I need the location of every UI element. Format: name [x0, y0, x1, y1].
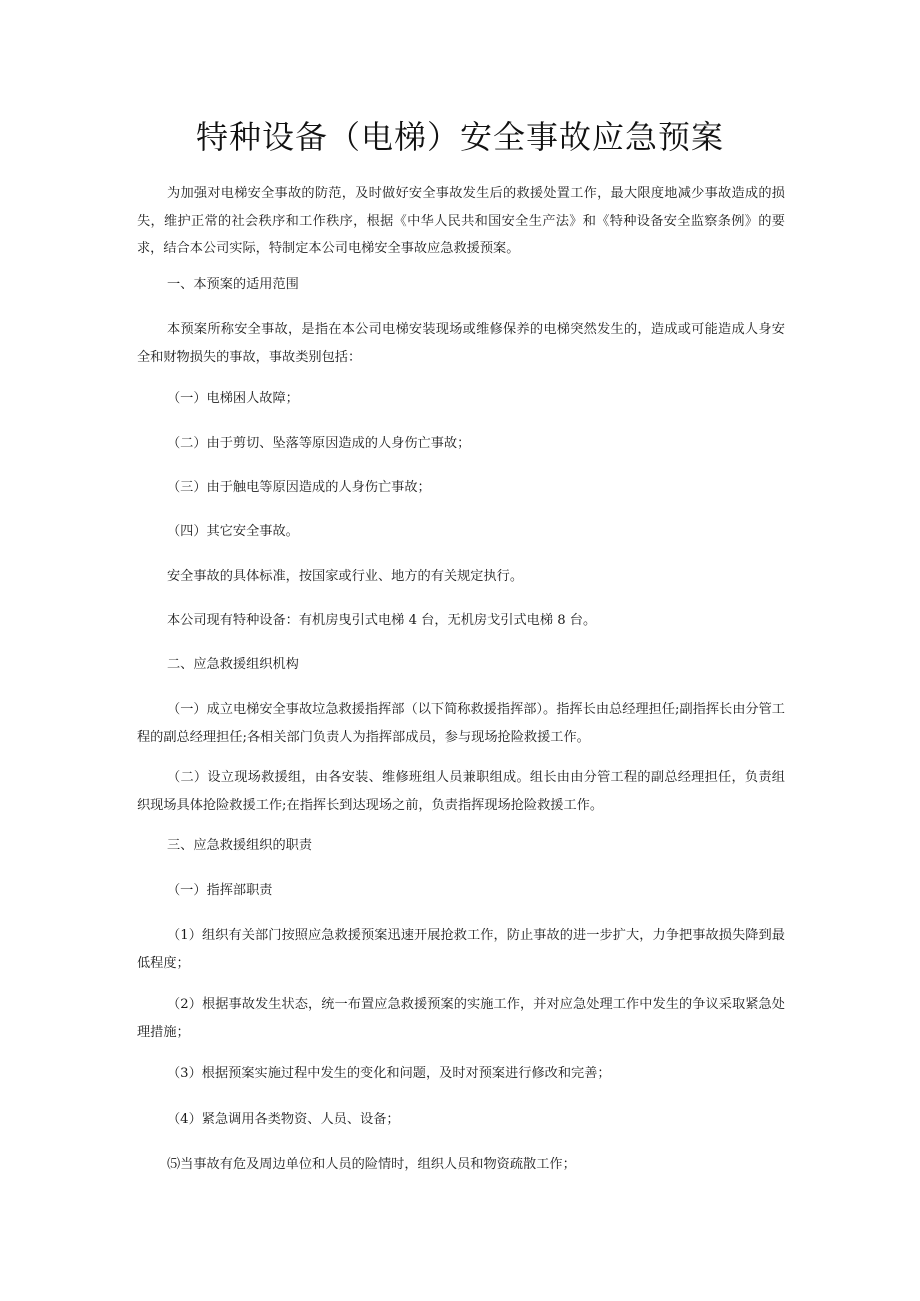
intro-paragraph: 为加强对电梯安全事故的防范，及时做好安全事故发生后的救援处置工作，最大限度地减少事故造成的损失，维护正常的社会秩序和工作秩序，根据《中华人民共和国安全生产法》和《特种设备安全监察条例》的要求，结合本公司实际，特制定本公司电梯安全事故应急救援预案。 — [137, 186, 785, 256]
duty-item: （1）组织有关部门按照应急救援预案迅速开展抢救工作，防止事故的进一步扩大，力争把事故损失降到最低程度； — [137, 928, 785, 971]
document-title: 特种设备（电梯）安全事故应急预案 — [195, 118, 724, 156]
list-item: （一）电梯困人故障； — [167, 391, 299, 406]
duty-item: （4）紧急调用各类物资、人员、设备； — [167, 1112, 400, 1127]
organization-paragraph-2: （二）设立现场救援组，由各安装、维修班组人员兼职组成。组长由由分管工程的副总经理担任，负责组织现场具体抢险救援工作;在指挥长到达现场之前，负责指挥现场抢险救援工作。 — [137, 770, 785, 813]
duty-item: ⑸当事故有危及周边单位和人员的险情时，组织人员和物资疏散工作； — [167, 1157, 576, 1172]
standard-paragraph: 安全事故的具体标准，按国家或行业、地方的有关规定执行。 — [167, 569, 524, 584]
subsection-heading-command: （一）指挥部职责 — [167, 883, 273, 898]
equipment-paragraph: 本公司现有特种设备：有机房曳引式电梯 4 台，无机房戈引式电梯 8 台。 — [167, 613, 597, 628]
section-heading-organization: 二、应急救援组织机构 — [167, 657, 299, 672]
organization-paragraph-1: （一）成立电梯安全事故垃急救援指挥部（以下简称救援指挥部）。指挥长由总经理担任;副指挥长由分管工程的副总经理担任;各相关部门负责人为指挥部成员，参与现场抢险救援工作。 — [137, 702, 785, 745]
list-item: （四）其它安全事故。 — [167, 524, 299, 539]
list-item: （三）由于触电等原因造成的人身伤亡事故； — [167, 480, 431, 495]
list-item: （二）由于剪切、坠落等原因造成的人身伤亡事故； — [167, 436, 471, 451]
duty-item: （2）根据事故发生状态，统一布置应急救援预案的实施工作，并对应急处理工作中发生的争议采取紧急处理措施； — [137, 997, 785, 1040]
duty-item: （3）根据预案实施过程中发生的变化和问题，及时对预案进行修改和完善； — [167, 1066, 611, 1081]
section-heading-duties: 三、应急救援组织的职责 — [167, 838, 313, 853]
scope-paragraph: 本预案所称安全事故，是指在本公司电梯安装现场或维修保养的电梯突然发生的，造成或可能造成人身安全和财物损失的事故，事故类别包括： — [137, 322, 785, 365]
section-heading-scope: 一、本预案的适用范围 — [167, 277, 299, 292]
